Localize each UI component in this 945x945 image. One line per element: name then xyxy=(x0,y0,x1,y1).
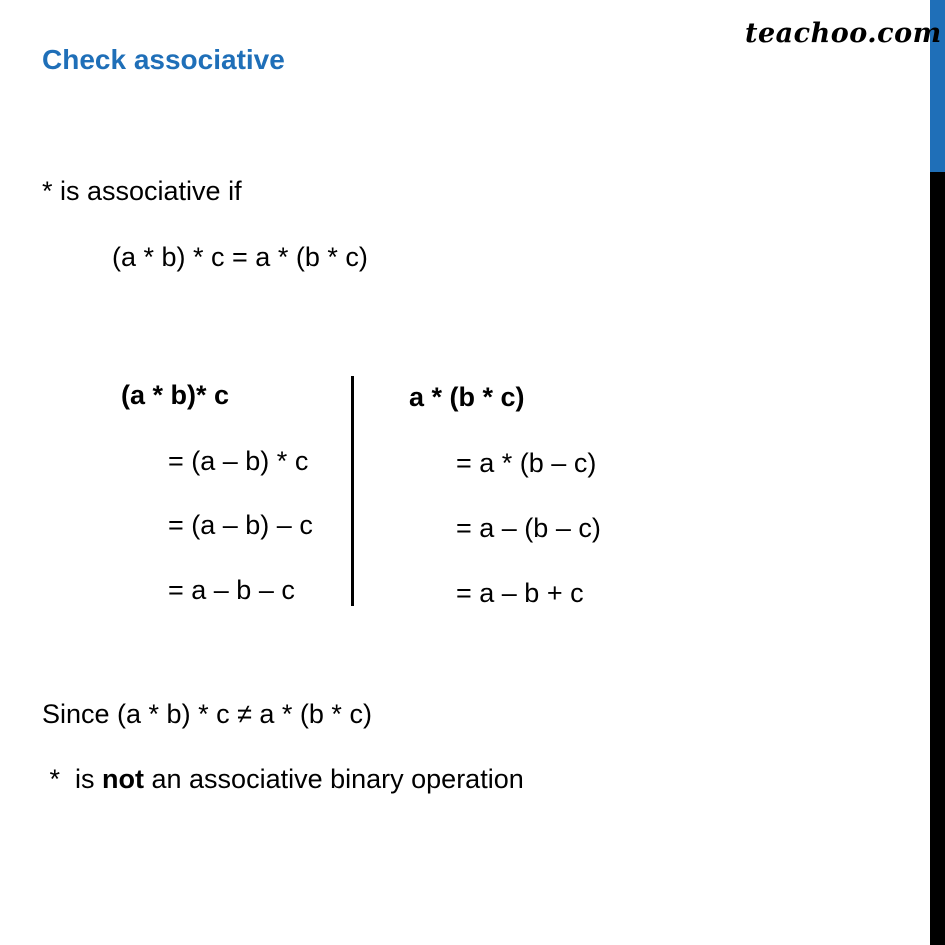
teachoo-logo: teachoo.com xyxy=(745,18,942,49)
right-step-3: = a – b + c xyxy=(456,578,584,608)
right-sidebar xyxy=(930,0,945,945)
intro-line-1: * is associative if xyxy=(42,176,242,206)
right-step-2: = a – (b – c) xyxy=(456,513,601,543)
conclusion-line-2 xyxy=(42,764,524,795)
left-step-1: = (a – b) * c xyxy=(168,446,309,476)
left-step-3: = a – b – c xyxy=(168,575,295,605)
conclusion-suffix: an associative binary operation xyxy=(144,764,524,794)
right-step-1: = a * (b – c) xyxy=(456,448,597,478)
left-step-2: = (a – b) – c xyxy=(168,510,313,540)
conclusion-not: not xyxy=(102,764,144,794)
page-title: Check associative xyxy=(42,44,285,75)
conclusion-line-1: Since (a * b) * c ≠ a * (b * c) xyxy=(42,699,372,729)
left-column-title: (a * b)* c xyxy=(121,380,230,410)
conclusion-prefix: * is xyxy=(42,764,103,794)
right-column-title: a * (b * c) xyxy=(409,382,525,412)
intro-line-2: (a * b) * c = a * (b * c) xyxy=(112,242,368,272)
column-divider xyxy=(351,376,354,606)
